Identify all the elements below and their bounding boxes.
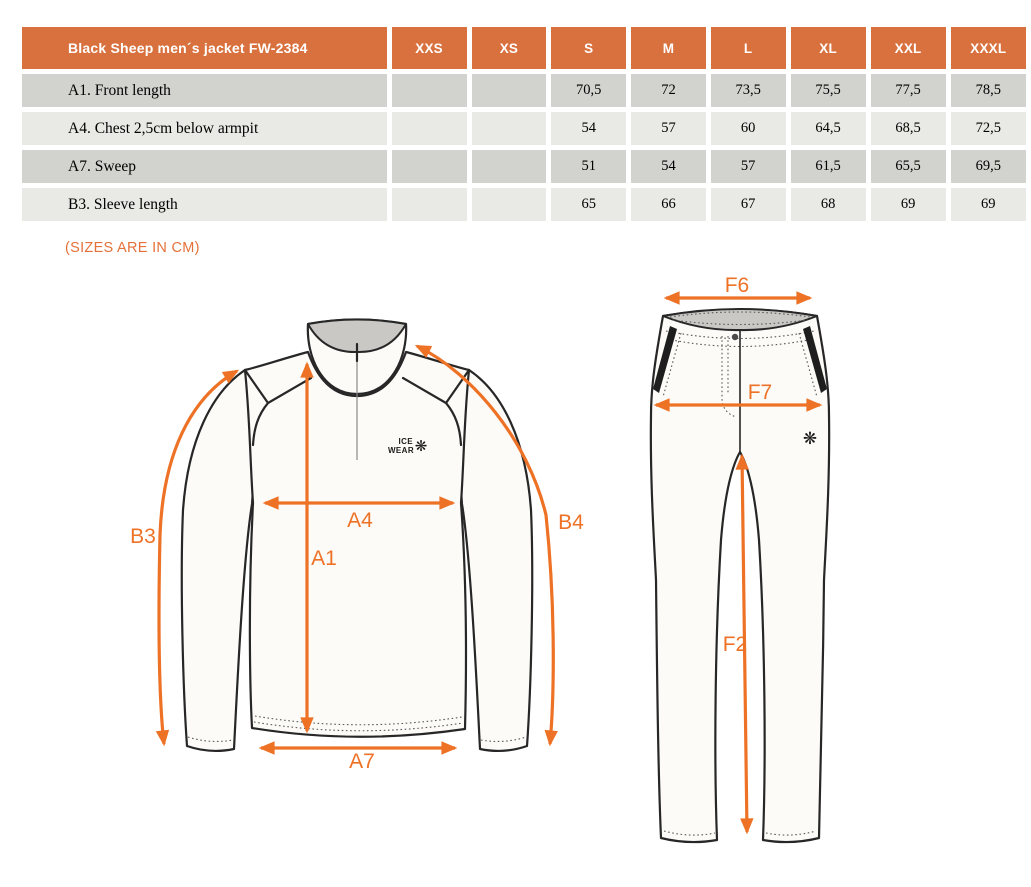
table-row-sleeve-length (22, 188, 1026, 221)
size-column-header-xs: XS (472, 27, 547, 69)
label-a7: A7 (349, 750, 375, 773)
cell-value: 65 (551, 188, 626, 221)
cell-value: 60 (711, 112, 786, 145)
size-column-header-l: L (711, 27, 786, 69)
cell-value: 69,5 (951, 150, 1026, 183)
size-column-header-m: M (631, 27, 706, 69)
cell-value: 64,5 (791, 112, 866, 145)
cell-value (392, 74, 467, 107)
table-row-chest (22, 112, 1026, 145)
cell-value: 57 (631, 112, 706, 145)
cell-value: 73,5 (711, 74, 786, 107)
cell-value: 69 (951, 188, 1026, 221)
cell-value (472, 112, 547, 145)
cell-value (392, 150, 467, 183)
row-label: A4. Chest 2,5cm below armpit (22, 112, 387, 145)
cell-value: 69 (871, 188, 946, 221)
size-column-header-xxxl: XXXL (951, 27, 1026, 69)
cell-value: 75,5 (791, 74, 866, 107)
cell-value (472, 150, 547, 183)
size-table-header-row (22, 27, 1026, 69)
size-column-header-xxs: XXS (392, 27, 467, 69)
pants-button (732, 334, 738, 340)
label-f7: F7 (747, 381, 773, 404)
pants-drawing (651, 274, 829, 842)
row-label: A7. Sweep (22, 150, 387, 183)
pants-snowflake-icon: ❋ (802, 429, 818, 449)
sizes-unit-note: (SIZES ARE IN CM) (65, 240, 200, 256)
label-a1: A1 (311, 547, 337, 570)
table-title: Black Sheep men´s jacket FW-2384 (22, 27, 387, 69)
label-a4: A4 (347, 509, 373, 532)
cell-value: 78,5 (951, 74, 1026, 107)
cell-value (472, 74, 547, 107)
size-column-header-xl: XL (791, 27, 866, 69)
label-b3: B3 (130, 525, 156, 548)
label-f2: F2 (722, 633, 748, 656)
cell-value: 54 (551, 112, 626, 145)
jacket-left-sleeve (182, 370, 254, 751)
cell-value (392, 112, 467, 145)
cell-value: 68,5 (871, 112, 946, 145)
label-f6: F6 (724, 274, 750, 297)
size-column-header-xxl: XXL (871, 27, 946, 69)
size-table (17, 22, 1031, 226)
cell-value: 54 (631, 150, 706, 183)
cell-value: 72 (631, 74, 706, 107)
cell-value: 65,5 (871, 150, 946, 183)
table-row-sweep (22, 150, 1026, 183)
cell-value (472, 188, 547, 221)
cell-value: 77,5 (871, 74, 946, 107)
cell-value: 66 (631, 188, 706, 221)
cell-value: 70,5 (551, 74, 626, 107)
cell-value: 72,5 (951, 112, 1026, 145)
row-label: A1. Front length (22, 74, 387, 107)
jacket-right-sleeve (461, 370, 533, 751)
cell-value (392, 188, 467, 221)
jacket-logo-wear: WEAR (387, 446, 414, 455)
cell-value: 51 (551, 150, 626, 183)
jacket-logo-ice: ICE (398, 437, 413, 446)
label-b4: B4 (558, 511, 584, 534)
jacket-logo-snowflake-icon: ❋ (414, 437, 428, 455)
cell-value: 68 (791, 188, 866, 221)
jacket-drawing (130, 320, 584, 774)
cell-value: 61,5 (791, 150, 866, 183)
cell-value: 57 (711, 150, 786, 183)
measurement-diagram (0, 268, 1031, 887)
row-label: B3. Sleeve length (22, 188, 387, 221)
table-row-front-length (22, 74, 1026, 107)
cell-value: 67 (711, 188, 786, 221)
size-column-header-s: S (551, 27, 626, 69)
